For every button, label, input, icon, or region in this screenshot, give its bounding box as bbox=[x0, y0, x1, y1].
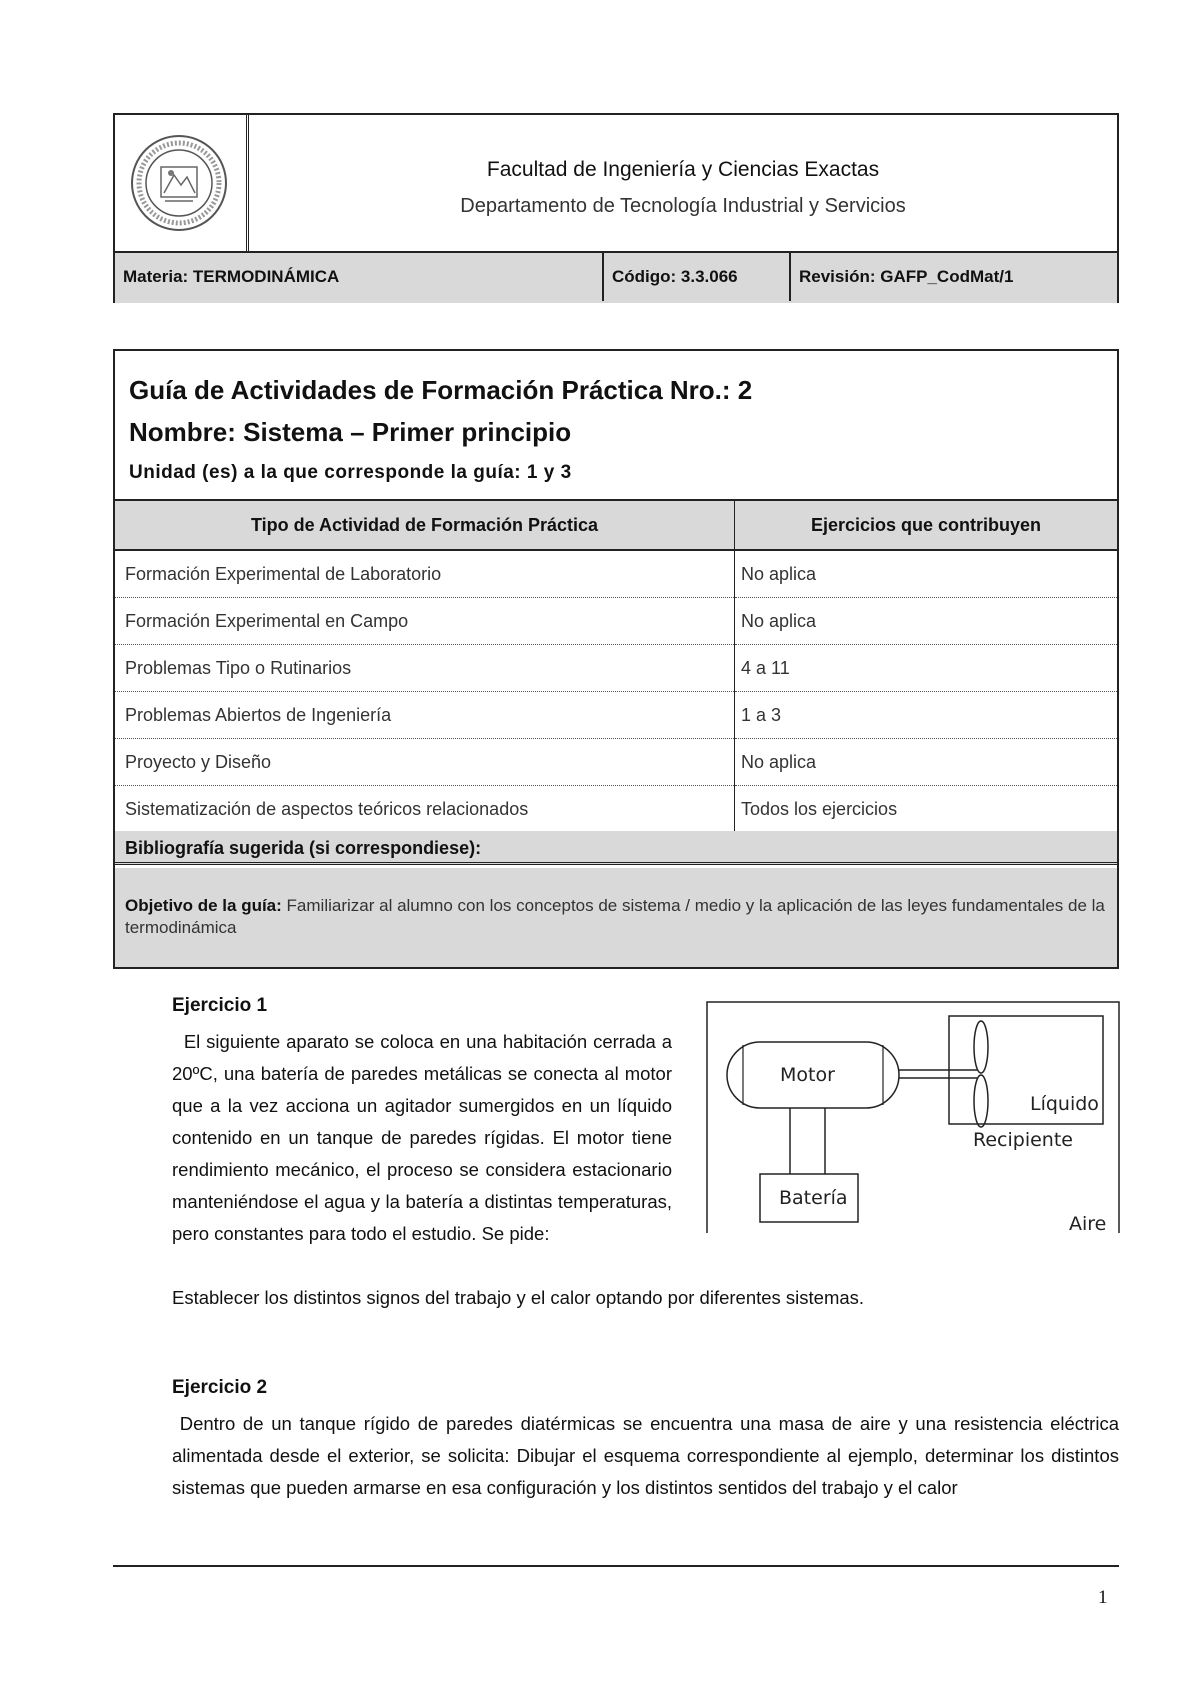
header-box bbox=[113, 113, 1119, 303]
activity-type-cell: Formación Experimental en Campo bbox=[115, 598, 735, 645]
room-outline bbox=[707, 1002, 1119, 1233]
guide-units: Unidad (es) a la que corresponde la guía: 1 y 3 bbox=[129, 462, 572, 483]
table-header-row bbox=[115, 500, 1117, 550]
faculty-title: Facultad de Ingeniería y Ciencias Exactas bbox=[486, 158, 880, 181]
exercises-cell: 4 a 11 bbox=[735, 645, 1118, 692]
activities-table bbox=[115, 499, 1117, 833]
table-row bbox=[115, 550, 1117, 598]
objective-text: Familiarizar al alumno con los conceptos de sistema / medio y la aplicación de las leyes fundamentales de la termodinámica bbox=[125, 896, 1105, 937]
table-row bbox=[115, 739, 1117, 786]
activity-type-cell: Proyecto y Diseño bbox=[115, 739, 735, 786]
propeller-blade-icon bbox=[974, 1021, 988, 1073]
container-label: Recipiente bbox=[973, 1129, 1073, 1151]
table-row bbox=[115, 645, 1117, 692]
footer-divider bbox=[113, 1565, 1119, 1567]
table-row bbox=[115, 786, 1117, 833]
header-titles bbox=[249, 115, 1117, 251]
exercise-2-text bbox=[172, 1408, 1119, 1504]
table-row bbox=[115, 692, 1117, 739]
course-code: Código: 3.3.066 bbox=[604, 253, 791, 301]
objective-label: Objetivo de la guía: bbox=[125, 896, 282, 915]
course-meta-row bbox=[115, 251, 1117, 303]
battery-label: Batería bbox=[779, 1187, 848, 1209]
revision-code: Revisión: GAFP_CodMat/1 bbox=[799, 267, 1014, 286]
guide-title: Guía de Actividades de Formación Práctica Nro.: 2 bbox=[129, 375, 753, 405]
exercises-cell: 1 a 3 bbox=[735, 692, 1118, 739]
liquid-label: Líquido bbox=[1030, 1093, 1099, 1115]
exercise-1-task: Establecer los distintos signos del trabajo y el calor optando por diferentes sistemas. bbox=[172, 1287, 865, 1308]
apparatus-diagram bbox=[705, 1000, 1121, 1240]
activity-type-cell: Sistematización de aspectos teóricos relacionados bbox=[115, 786, 735, 833]
activity-type-cell: Formación Experimental de Laboratorio bbox=[115, 550, 735, 598]
activity-type-cell: Problemas Abiertos de Ingeniería bbox=[115, 692, 735, 739]
exercise-2-body: Dentro de un tanque rígido de paredes diatérmicas se encuentra una masa de aire y una resistencia eléctrica alimentada desde el exterior, se solicita: Dibujar el esquema correspondiente al ejemplo, determinar los distintos sistemas que pueden armarse en esa configuración y los distintos sentidos del trabajo y el calor bbox=[172, 1413, 1119, 1498]
exercise-2-title: Ejercicio 2 bbox=[172, 1377, 268, 1398]
logo-cell bbox=[115, 115, 249, 251]
propeller-blade-icon bbox=[974, 1075, 988, 1127]
page-number: 1 bbox=[1098, 1587, 1108, 1608]
exercises-cell: Todos los ejercicios bbox=[735, 786, 1118, 833]
exercise-1-title: Ejercicio 1 bbox=[172, 995, 268, 1016]
department-title: Departamento de Tecnología Industrial y Servicios bbox=[460, 195, 906, 217]
guide-box bbox=[113, 349, 1119, 969]
university-seal-icon bbox=[129, 133, 229, 233]
exercise-1-text bbox=[172, 1026, 672, 1250]
activity-type-cell: Problemas Tipo o Rutinarios bbox=[115, 645, 735, 692]
exercise-1-body: El siguiente aparato se coloca en una habitación cerrada a 20ºC, una batería de paredes metálicas se conecta al motor que a la vez acciona un agitador sumergidos en un líquido contenido en un tanque de paredes rígidas. El motor tiene rendimiento mecánico, el proceso se considera estacionario manteniéndose el agua y la batería a distintas temperaturas, pero constantes para todo el estudio. Se pide: bbox=[172, 1031, 673, 1244]
air-label: Aire bbox=[1069, 1213, 1107, 1235]
column-header-activity-type: Tipo de Actividad de Formación Práctica bbox=[115, 500, 735, 550]
table-row bbox=[115, 598, 1117, 645]
column-header-exercises: Ejercicios que contribuyen bbox=[735, 500, 1118, 550]
exercises-cell: No aplica bbox=[735, 550, 1118, 598]
bibliography-label: Bibliografía sugerida (si correspondiese): bbox=[115, 831, 1117, 865]
motor-label: Motor bbox=[780, 1064, 835, 1086]
guide-heading bbox=[115, 351, 1117, 499]
course-name: Materia: TERMODINÁMICA bbox=[115, 253, 604, 301]
guide-name: Nombre: Sistema – Primer principio bbox=[129, 417, 572, 447]
exercises-cell: No aplica bbox=[735, 598, 1118, 645]
guide-objective bbox=[115, 868, 1117, 967]
exercises-cell: No aplica bbox=[735, 739, 1118, 786]
